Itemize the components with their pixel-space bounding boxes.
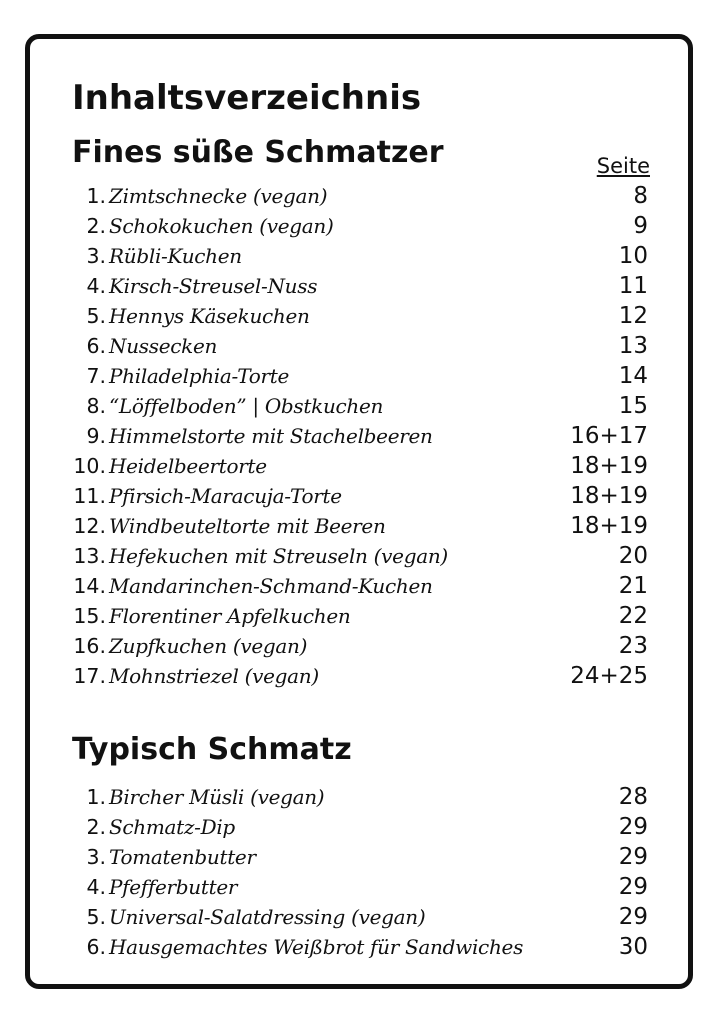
toc-entry-page: 18+19 [570,483,648,509]
toc-entry[interactable] [0,661,721,691]
toc-entry-number: 17. [73,664,106,688]
toc-entry-title: Universal-Salatdressing (vegan) [109,905,426,929]
toc-entry[interactable] [0,361,721,391]
toc-entry[interactable] [0,301,721,331]
toc-entry-page: 23 [618,633,648,659]
toc-entry-title: Tomatenbutter [109,845,256,869]
toc-entry-page: 24+25 [570,663,648,689]
toc-entry-page: 9 [633,213,648,239]
toc-entry-page: 10 [618,243,648,269]
toc-entry-number: 3. [86,244,106,268]
toc-entry[interactable] [0,391,721,421]
toc-entry-page: 29 [618,814,648,840]
toc-entry-title: Nussecken [109,334,218,358]
toc-entry-title: Zupfkuchen (vegan) [109,634,308,658]
toc-entry-number: 5. [86,905,106,929]
toc-entry[interactable] [0,842,721,872]
toc-entry-title: Zimtschnecke (vegan) [109,184,328,208]
toc-entry-title: Mohnstriezel (vegan) [109,664,319,688]
toc-entry-page: 15 [618,393,648,419]
page-title: Inhaltsverzeichnis [72,78,422,118]
toc-entry-page: 22 [618,603,648,629]
toc-entry-number: 7. [86,364,106,388]
toc-entry-number: 14. [73,574,106,598]
toc-entry-number: 8. [86,394,106,418]
toc-entry-number: 3. [86,845,106,869]
toc-entry[interactable] [0,541,721,571]
toc-entry-page: 13 [618,333,648,359]
toc-entry-title: Heidelbeertorte [109,454,267,478]
toc-entry-page: 28 [618,784,648,810]
toc-entry-page: 14 [618,363,648,389]
toc-entry-title: Pfirsich-Maracuja-Torte [109,484,342,508]
page-column-header: Seite [596,154,650,178]
toc-entry[interactable] [0,211,721,241]
toc-entry-number: 2. [86,815,106,839]
toc-entry-page: 18+19 [570,513,648,539]
toc-entry-number: 4. [86,274,106,298]
toc-entry[interactable] [0,902,721,932]
toc-entry[interactable] [0,601,721,631]
toc-entry-page: 29 [618,844,648,870]
section-heading-sweet: Fines süße Schmatzer [72,135,444,170]
toc-entry-page: 11 [618,273,648,299]
toc-entry-page: 18+19 [570,453,648,479]
toc-entry[interactable] [0,782,721,812]
toc-entry[interactable] [0,421,721,451]
toc-entry-page: 29 [618,904,648,930]
toc-entry-page: 12 [618,303,648,329]
toc-entry-title: Hausgemachtes Weißbrot für Sandwiches [109,935,524,959]
toc-entry[interactable] [0,631,721,661]
toc-entry-title: Schokokuchen (vegan) [109,214,334,238]
toc-entry[interactable] [0,872,721,902]
toc-entry-title: “Löffelboden” | Obstkuchen [109,394,384,418]
toc-entry-title: Hennys Käsekuchen [109,304,310,328]
toc-entry-number: 10. [73,454,106,478]
toc-entry[interactable] [0,241,721,271]
toc-entry-number: 4. [86,875,106,899]
toc-entry-title: Kirsch-Streusel-Nuss [109,274,318,298]
toc-entry-page: 29 [618,874,648,900]
toc-entry-number: 15. [73,604,106,628]
toc-entry-number: 1. [86,785,106,809]
toc-entry[interactable] [0,181,721,211]
toc-entry-title: Windbeuteltorte mit Beeren [109,514,386,538]
toc-entry[interactable] [0,511,721,541]
toc-entry-title: Pfefferbutter [109,875,238,899]
toc-entry-number: 5. [86,304,106,328]
toc-entry-page: 16+17 [570,423,648,449]
toc-entry-page: 30 [618,934,648,960]
toc-entry-page: 8 [633,183,648,209]
toc-entry[interactable] [0,451,721,481]
toc-entry[interactable] [0,932,721,962]
toc-entry-page: 20 [618,543,648,569]
toc-entry-title: Florentiner Apfelkuchen [109,604,351,628]
toc-entry-number: 2. [86,214,106,238]
toc-entry-number: 13. [73,544,106,568]
toc-entry-title: Himmelstorte mit Stachelbeeren [109,424,433,448]
toc-entry-title: Hefekuchen mit Streuseln (vegan) [109,544,448,568]
toc-entry-title: Mandarinchen-Schmand-Kuchen [109,574,433,598]
toc-entry-number: 1. [86,184,106,208]
section-heading-typical: Typisch Schmatz [72,732,352,767]
toc-entry[interactable] [0,331,721,361]
toc-entry[interactable] [0,571,721,601]
toc-entry-title: Philadelphia-Torte [109,364,290,388]
toc-entry[interactable] [0,481,721,511]
toc-entry-number: 9. [86,424,106,448]
toc-entry-title: Schmatz-Dip [109,815,235,839]
toc-entry-page: 21 [618,573,648,599]
toc-entry-number: 6. [86,935,106,959]
toc-entry[interactable] [0,271,721,301]
toc-entry-number: 6. [86,334,106,358]
toc-entry-title: Bircher Müsli (vegan) [109,785,325,809]
toc-entry-number: 12. [73,514,106,538]
toc-entry-title: Rübli-Kuchen [109,244,242,268]
toc-entry-number: 11. [73,484,106,508]
toc-entry[interactable] [0,812,721,842]
toc-entry-number: 16. [73,634,106,658]
